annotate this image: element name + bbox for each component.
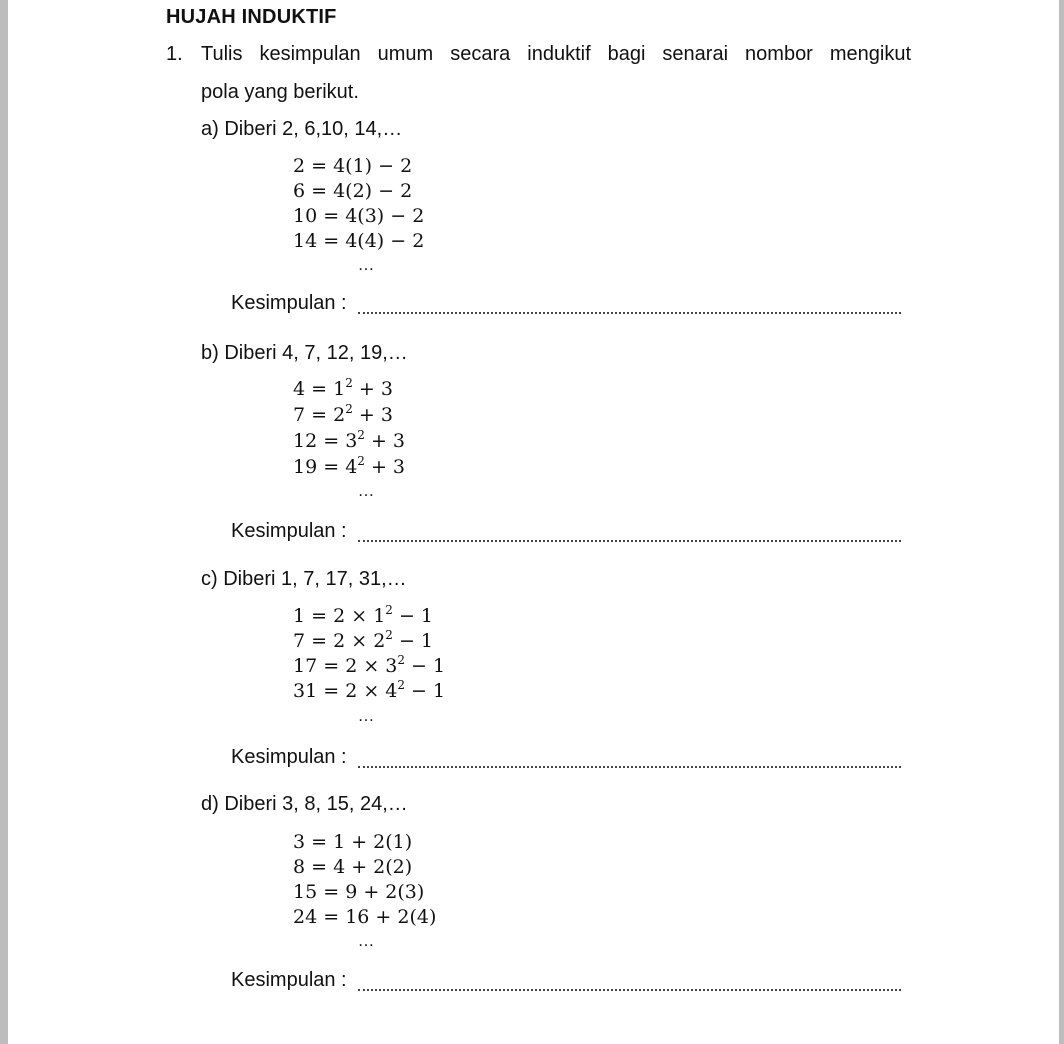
part-d-line-1: 3 = 1 + 2(1) xyxy=(293,831,413,853)
part-c-line-2: $7 = 2 \times 2^2 - 1$ xyxy=(293,628,434,652)
part-c-line-1: $1 = 2 \times 1^2 - 1$ xyxy=(293,603,434,627)
part-d-line-4: 24 = 16 + 2(4) xyxy=(293,906,437,928)
part-d-ellipsis: … xyxy=(358,933,374,950)
part-b-line-1: $4 = 1^2 + 3$ xyxy=(293,376,393,400)
part-c-line-4: $31 = 2 \times 4^2 - 1$ xyxy=(293,678,446,702)
part-a-line-1: 2 = 4(1) − 2 xyxy=(293,155,413,177)
part-d-answer-line[interactable] xyxy=(358,989,901,991)
part-d-line-3: 15 = 9 + 2(3) xyxy=(293,881,425,903)
part-a-line-4: 14 = 4(4) − 2 xyxy=(293,230,425,252)
part-a-conclusion-label: Kesimpulan : xyxy=(231,292,347,314)
part-b-line-4: $19 = 4^2 + 3$ xyxy=(293,454,406,478)
part-b-line-2: $7 = 2^2 + 3$ xyxy=(293,402,393,426)
part-b-conclusion-label: Kesimpulan : xyxy=(231,520,347,542)
part-d-line-2: 8 = 4 + 2(2) xyxy=(293,856,413,878)
part-c-line-3: $17 = 2 \times 3^2 - 1$ xyxy=(293,653,446,677)
question-number: 1. xyxy=(166,43,183,65)
part-a-answer-line[interactable] xyxy=(358,312,901,314)
question-text-line-2: pola yang berikut. xyxy=(201,81,359,103)
part-b-label: b) Diberi 4, 7, 12, 19,… xyxy=(201,342,408,364)
question-text-line-1: Tulis kesimpulan umum secara induktif bagi senarai nombor mengikut xyxy=(201,43,911,65)
part-a-line-2: 6 = 4(2) − 2 xyxy=(293,180,413,202)
part-b-ellipsis: … xyxy=(358,483,374,500)
part-b-line-3: $12 = 3^2 + 3$ xyxy=(293,428,406,452)
part-c-label: c) Diberi 1, 7, 17, 31,… xyxy=(201,568,407,590)
worksheet-title: HUJAH INDUKTIF xyxy=(166,6,337,28)
part-d-label: d) Diberi 3, 8, 15, 24,… xyxy=(201,793,408,815)
part-c-conclusion-label: Kesimpulan : xyxy=(231,746,347,768)
part-c-ellipsis: … xyxy=(358,708,374,725)
part-c-answer-line[interactable] xyxy=(358,766,901,768)
part-d-conclusion-label: Kesimpulan : xyxy=(231,969,347,991)
part-a-label: a) Diberi 2, 6,10, 14,… xyxy=(201,118,403,140)
part-a-ellipsis: … xyxy=(358,257,374,274)
part-a-line-3: 10 = 4(3) − 2 xyxy=(293,205,425,227)
part-b-answer-line[interactable] xyxy=(358,540,901,542)
